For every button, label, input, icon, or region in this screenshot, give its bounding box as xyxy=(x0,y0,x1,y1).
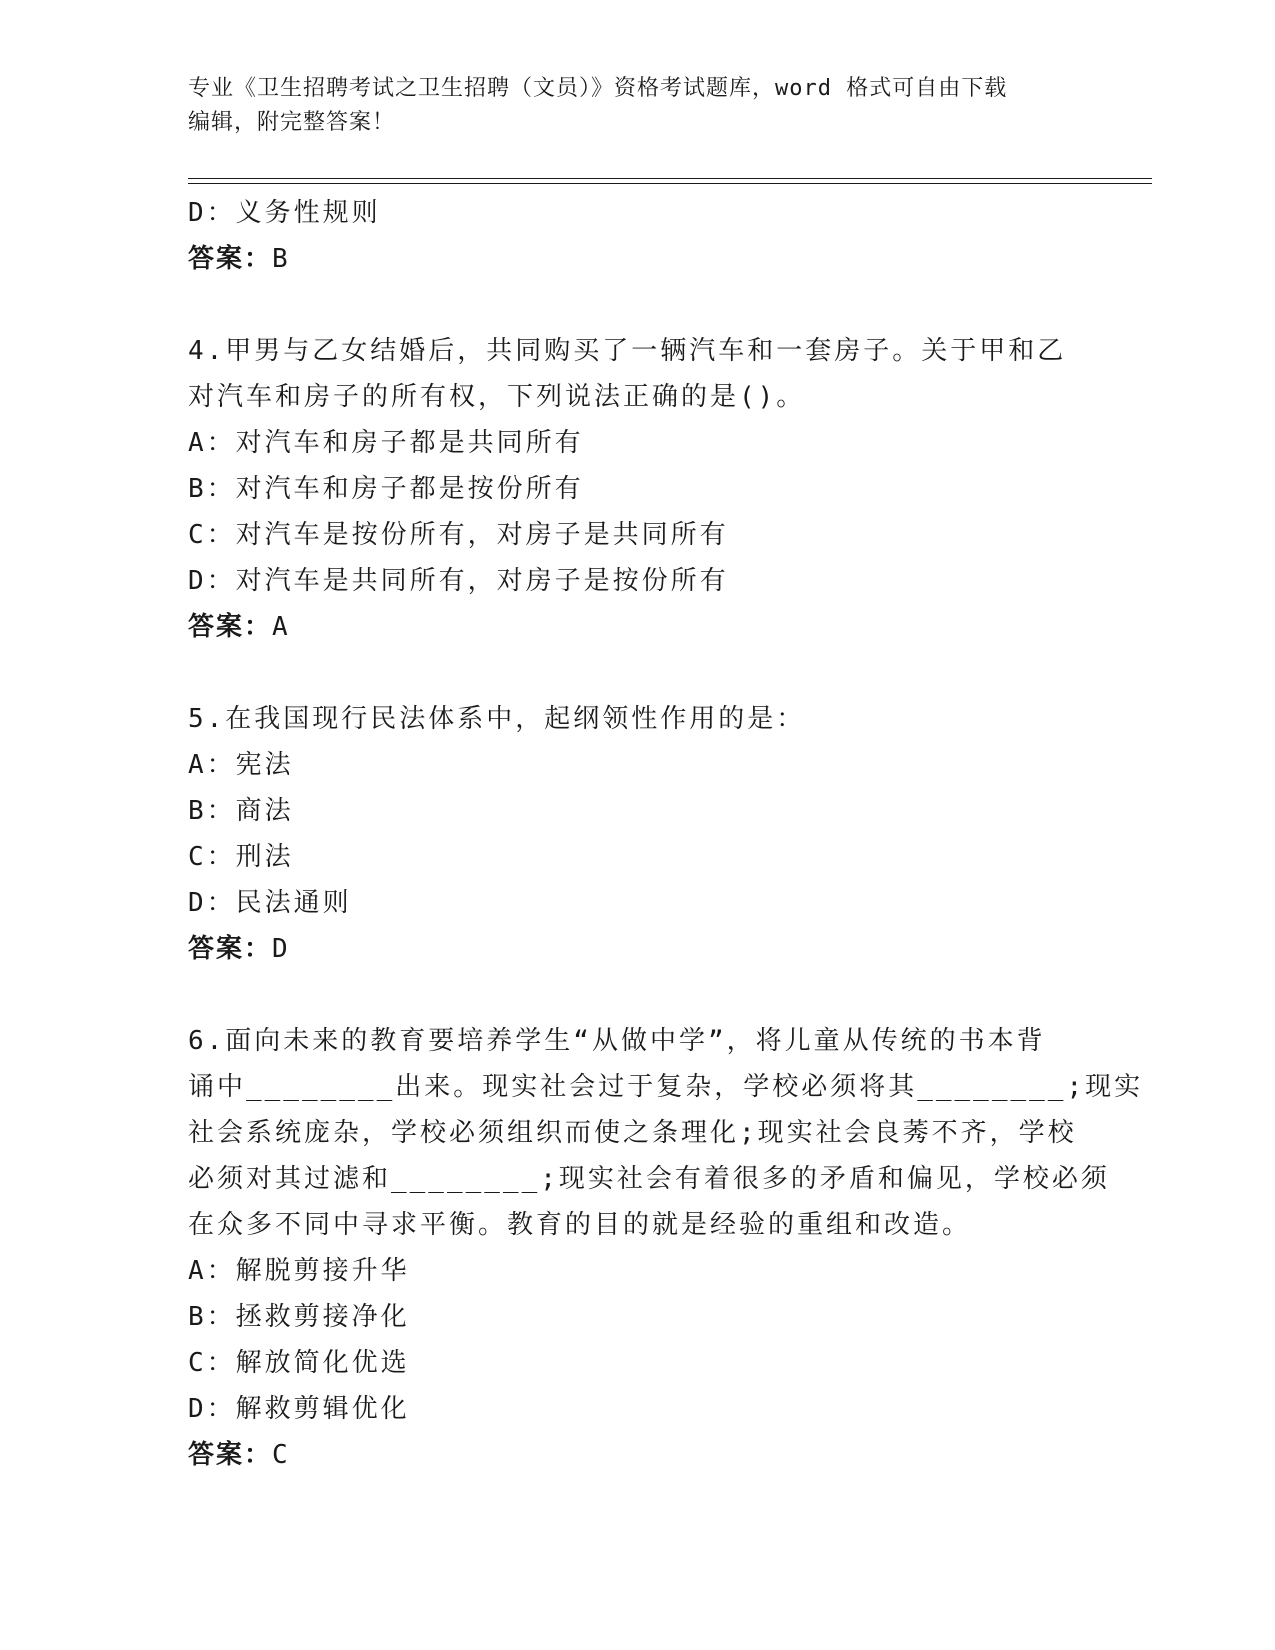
answer-label: 答案： xyxy=(188,244,273,274)
answer xyxy=(188,926,1088,972)
question-list xyxy=(188,190,1144,1478)
answer-value: C xyxy=(272,1440,291,1470)
option-b: B：商法 xyxy=(188,796,294,826)
header-rule-top xyxy=(188,178,1152,179)
option-b: B：拯救剪接净化 xyxy=(188,1302,410,1332)
option-a: A：对汽车和房子都是共同所有 xyxy=(188,428,584,458)
spacer xyxy=(188,282,1088,328)
option-d: D：义务性规则 xyxy=(188,198,381,228)
answer-label: 答案： xyxy=(188,1440,273,1470)
option-c: C：对汽车是按份所有，对房子是共同所有 xyxy=(188,520,729,550)
spacer xyxy=(188,972,1088,1018)
answer-value: D xyxy=(272,934,291,964)
question-stem-line: 4.甲男与乙女结婚后，共同购买了一辆汽车和一套房子。关于甲和乙 xyxy=(188,336,1067,366)
option-d: D：对汽车是共同所有，对房子是按份所有 xyxy=(188,566,729,596)
option-c: C：解放简化优选 xyxy=(188,1348,410,1378)
option-a: A：解脱剪接升华 xyxy=(188,1256,410,1286)
question-stem-line: 在众多不同中寻求平衡。教育的目的就是经验的重组和改造。 xyxy=(188,1210,972,1240)
header-line-2: 编辑，附完整答案！ xyxy=(188,110,396,135)
question-stem-line: 诵中________出来。现实社会过于复杂，学校必须将其________;现实 xyxy=(188,1072,1144,1102)
answer xyxy=(188,1432,1088,1478)
option-b: B：对汽车和房子都是按份所有 xyxy=(188,474,584,504)
question-stem-line: 对汽车和房子的所有权，下列说法正确的是()。 xyxy=(188,382,806,412)
question-3-tail xyxy=(188,190,1088,282)
question-6 xyxy=(188,1018,1144,1478)
question-stem-line: 6.面向未来的教育要培养学生“从做中学”，将儿童从传统的书本背 xyxy=(188,1026,1046,1056)
option-a: A：宪法 xyxy=(188,750,294,780)
answer-label: 答案： xyxy=(188,612,273,642)
answer-label: 答案： xyxy=(188,934,273,964)
spacer xyxy=(188,650,1088,696)
option-c: C：刑法 xyxy=(188,842,294,872)
option-d: D：解救剪辑优化 xyxy=(188,1394,410,1424)
answer xyxy=(188,236,1088,282)
question-stem-line: 社会系统庞杂，学校必须组织而使之条理化;现实社会良莠不齐，学校 xyxy=(188,1118,1077,1148)
header-line-1: 专业《卫生招聘考试之卫生招聘（文员）》资格考试题库，word 格式可自由下载 xyxy=(188,76,1008,101)
question-4 xyxy=(188,328,1088,650)
header-rule-bottom xyxy=(188,183,1152,184)
question-stem-line: 必须对其过滤和________;现实社会有着很多的矛盾和偏见，学校必须 xyxy=(188,1164,1110,1194)
option-d: D：民法通则 xyxy=(188,888,352,918)
answer-value: B xyxy=(272,244,291,274)
question-5 xyxy=(188,696,1088,972)
document-header xyxy=(188,72,1068,140)
question-stem-line: 5.在我国现行民法体系中，起纲领性作用的是： xyxy=(188,704,806,734)
answer xyxy=(188,604,1088,650)
answer-value: A xyxy=(272,612,291,642)
